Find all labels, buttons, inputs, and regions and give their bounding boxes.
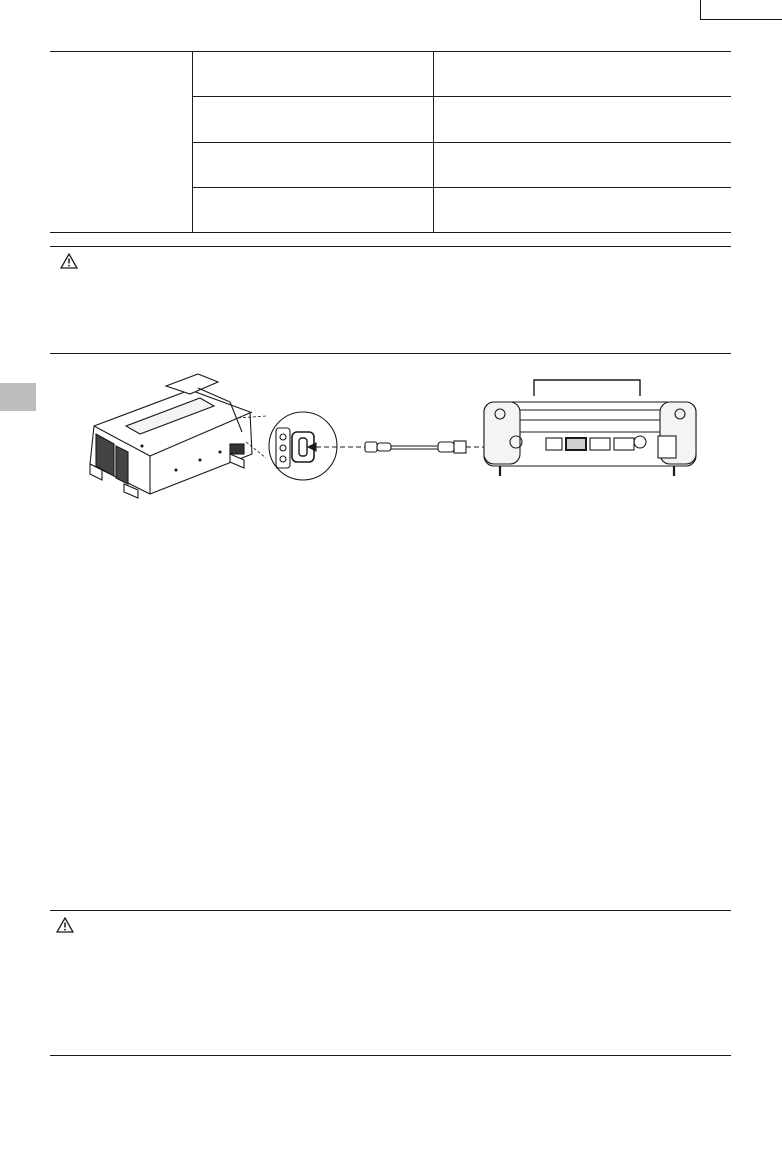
warning-icon: [60, 253, 78, 269]
warning-top-rule: [50, 246, 731, 247]
connection-diagram: [80, 372, 720, 504]
port-closeup: [269, 412, 337, 480]
crop-mark-vertical: [700, 0, 701, 19]
warning-bottom-rule: [50, 1055, 731, 1056]
table-row-rule: [192, 142, 731, 143]
warning-top-rule: [50, 910, 731, 911]
table-top-rule: [50, 51, 731, 52]
crop-mark-horizontal: [700, 19, 782, 20]
controller-illustration: [484, 380, 696, 476]
table-row-rule: [192, 187, 731, 188]
section-tab: [0, 383, 36, 411]
device-illustration: [90, 374, 252, 498]
table-row-rule: [192, 96, 731, 97]
warning-icon: [56, 917, 74, 933]
warning-bottom-rule: [50, 353, 731, 354]
table-bottom-rule: [50, 232, 731, 233]
